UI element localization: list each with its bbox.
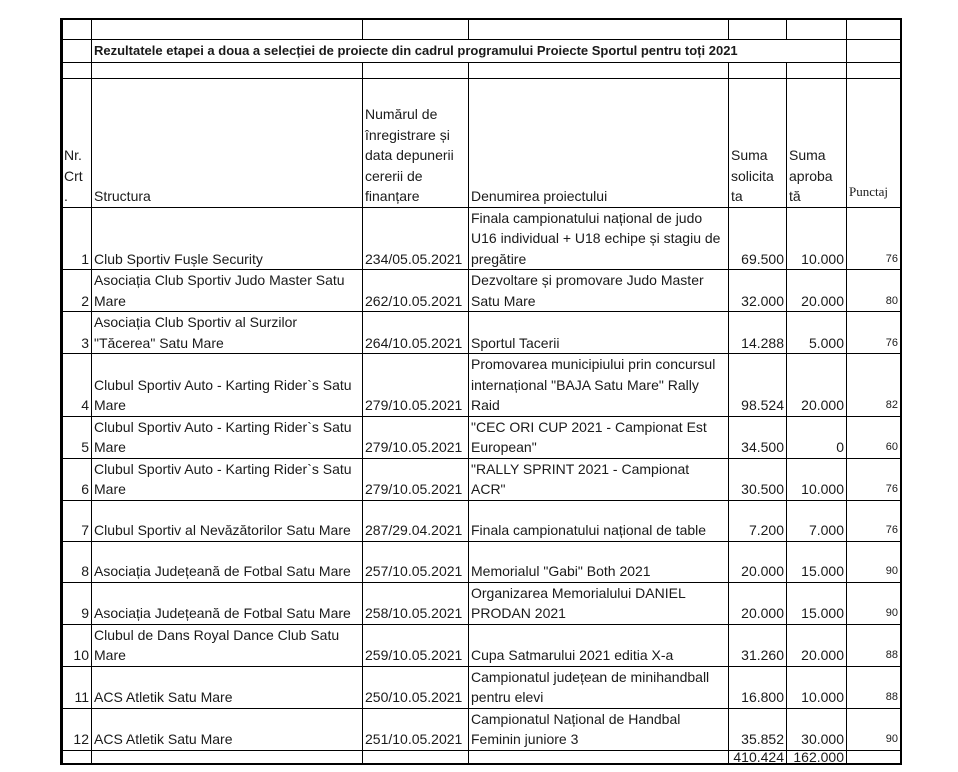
cell [363,750,469,764]
row-punctaj: 82 [847,354,901,417]
row-denumire: "CEC ORI CUP 2021 - Campionat Est European" [469,416,729,458]
cell [63,62,92,78]
row-punctaj: 88 [847,666,901,708]
cell [363,62,469,78]
row-nr: 1 [63,207,92,270]
table-row [63,708,901,750]
row-suma-aprobata: 20.000 [787,270,847,312]
empty-row-top [63,19,901,40]
row-punctaj: 76 [847,207,901,270]
row-nr: 2 [63,270,92,312]
row-denumire: Promovarea municipiului prin concursul internațional "BAJA Satu Mare" Rally Raid [469,354,729,417]
cell [847,62,901,78]
header-inregistrare: Numărul de înregistrare și data depunerii cererii de finanțare [363,78,469,207]
cell [847,750,901,764]
row-structura: ACS Atletik Satu Mare [92,708,363,750]
row-suma-aprobata: 10.000 [787,666,847,708]
table-title: Rezultatele etapei a doua a selecției de proiecte din cadrul programului Proiecte Sportul pentru toți 2021 [94,43,738,58]
row-nr: 7 [63,500,92,541]
row-punctaj: 80 [847,270,901,312]
row-suma-solicitata: 34.500 [729,416,787,458]
row-nr: 11 [63,666,92,708]
row-structura: Clubul Sportiv al Nevăzătorilor Satu Mare [92,500,363,541]
row-structura: Asociația Județeană de Fotbal Satu Mare [92,541,363,582]
row-structura: Clubul Sportiv Auto - Karting Rider`s Satu Mare [92,354,363,417]
row-inregistrare: 279/10.05.2021 [363,416,469,458]
cell [63,750,92,764]
row-structura: ACS Atletik Satu Mare [92,666,363,708]
cell [729,62,787,78]
row-suma-solicitata: 31.260 [729,624,787,666]
table-row [63,541,901,582]
cell [729,19,787,40]
row-punctaj: 76 [847,500,901,541]
table-row [63,500,901,541]
table-row [63,207,901,270]
row-punctaj: 90 [847,708,901,750]
row-suma-solicitata: 30.500 [729,458,787,500]
row-structura: Clubul Sportiv Auto - Karting Rider`s Satu Mare [92,416,363,458]
header-nr: Nr. Crt . [63,78,92,207]
row-suma-aprobata: 30.000 [787,708,847,750]
row-denumire: Campionatul județean de minihandball pentru elevi [469,666,729,708]
row-nr: 9 [63,582,92,624]
header-row [63,78,901,207]
row-suma-aprobata: 10.000 [787,207,847,270]
row-structura: Asociația Club Sportiv al Surzilor "Tăcerea" Satu Mare [92,312,363,354]
row-suma-solicitata: 98.524 [729,354,787,417]
row-suma-solicitata: 35.852 [729,708,787,750]
row-punctaj: 60 [847,416,901,458]
row-suma-solicitata: 14.288 [729,312,787,354]
row-suma-solicitata: 16.800 [729,666,787,708]
total-suma-solicitata: 410.424 [729,750,787,764]
row-structura: Asociația Club Sportiv Judo Master Satu Mare [92,270,363,312]
totals-row [63,750,901,764]
row-nr: 3 [63,312,92,354]
row-inregistrare: 257/10.05.2021 [363,541,469,582]
cell [787,19,847,40]
cell [92,62,363,78]
total-suma-aprobata: 162.000 [787,750,847,764]
row-punctaj: 90 [847,582,901,624]
header-denumire: Denumirea proiectului [469,78,729,207]
row-structura: Clubul de Dans Royal Dance Club Satu Mare [92,624,363,666]
cell [469,750,729,764]
cell [363,19,469,40]
table-row [63,312,901,354]
row-denumire: Memorialul "Gabi" Both 2021 [469,541,729,582]
row-denumire: Organizarea Memorialului DANIEL PRODAN 2021 [469,582,729,624]
table-row [63,270,901,312]
header-suma-solicitata: Suma solicita ta [729,78,787,207]
row-suma-aprobata: 10.000 [787,458,847,500]
table-row [63,458,901,500]
row-structura: Club Sportiv Fușle Security [92,207,363,270]
row-suma-solicitata: 7.200 [729,500,787,541]
row-denumire: "RALLY SPRINT 2021 - Campionat ACR" [469,458,729,500]
row-structura: Clubul Sportiv Auto - Karting Rider`s Satu Mare [92,458,363,500]
table-row [63,666,901,708]
row-punctaj: 76 [847,312,901,354]
row-inregistrare: 279/10.05.2021 [363,458,469,500]
row-suma-aprobata: 7.000 [787,500,847,541]
header-structura: Structura [92,78,363,207]
row-nr: 5 [63,416,92,458]
row-suma-solicitata: 20.000 [729,541,787,582]
row-nr: 6 [63,458,92,500]
cell [847,19,901,40]
cell [469,62,729,78]
row-inregistrare: 259/10.05.2021 [363,624,469,666]
empty-row-gap [63,62,901,78]
row-denumire: Finala campionatului național de judo U16 individual + U18 echipe și stagiu de pregătire [469,207,729,270]
row-inregistrare: 250/10.05.2021 [363,666,469,708]
table-row [63,416,901,458]
row-suma-aprobata: 15.000 [787,541,847,582]
table-row [63,624,901,666]
row-inregistrare: 262/10.05.2021 [363,270,469,312]
cell [92,750,363,764]
cell [469,19,729,40]
row-suma-solicitata: 32.000 [729,270,787,312]
row-structura: Asociația Județeană de Fotbal Satu Mare [92,582,363,624]
row-inregistrare: 234/05.05.2021 [363,207,469,270]
cell [63,19,92,40]
cell [847,40,901,63]
row-suma-aprobata: 15.000 [787,582,847,624]
cell [63,40,92,63]
row-suma-aprobata: 20.000 [787,354,847,417]
row-suma-solicitata: 69.500 [729,207,787,270]
cell [92,40,847,63]
row-punctaj: 76 [847,458,901,500]
table-row [63,582,901,624]
row-suma-aprobata: 0 [787,416,847,458]
spreadsheet [60,18,902,765]
header-suma-aprobata: Suma aproba tă [787,78,847,207]
row-denumire: Dezvoltare și promovare Judo Master Satu Mare [469,270,729,312]
row-nr: 8 [63,541,92,582]
cell [787,62,847,78]
row-denumire: Cupa Satmarului 2021 editia X-a [469,624,729,666]
title-row [63,40,901,63]
results-table [62,18,901,765]
header-punctaj: Punctaj [847,78,901,207]
row-nr: 4 [63,354,92,417]
cell [92,19,363,40]
row-nr: 12 [63,708,92,750]
row-denumire: Sportul Tacerii [469,312,729,354]
row-nr: 10 [63,624,92,666]
row-inregistrare: 264/10.05.2021 [363,312,469,354]
row-punctaj: 88 [847,624,901,666]
row-suma-aprobata: 5.000 [787,312,847,354]
row-denumire: Campionatul Național de Handbal Feminin juniore 3 [469,708,729,750]
row-inregistrare: 287/29.04.2021 [363,500,469,541]
row-suma-aprobata: 20.000 [787,624,847,666]
row-denumire: Finala campionatului național de table [469,500,729,541]
row-inregistrare: 279/10.05.2021 [363,354,469,417]
row-inregistrare: 251/10.05.2021 [363,708,469,750]
table-row [63,354,901,417]
row-suma-solicitata: 20.000 [729,582,787,624]
row-punctaj: 90 [847,541,901,582]
row-inregistrare: 258/10.05.2021 [363,582,469,624]
